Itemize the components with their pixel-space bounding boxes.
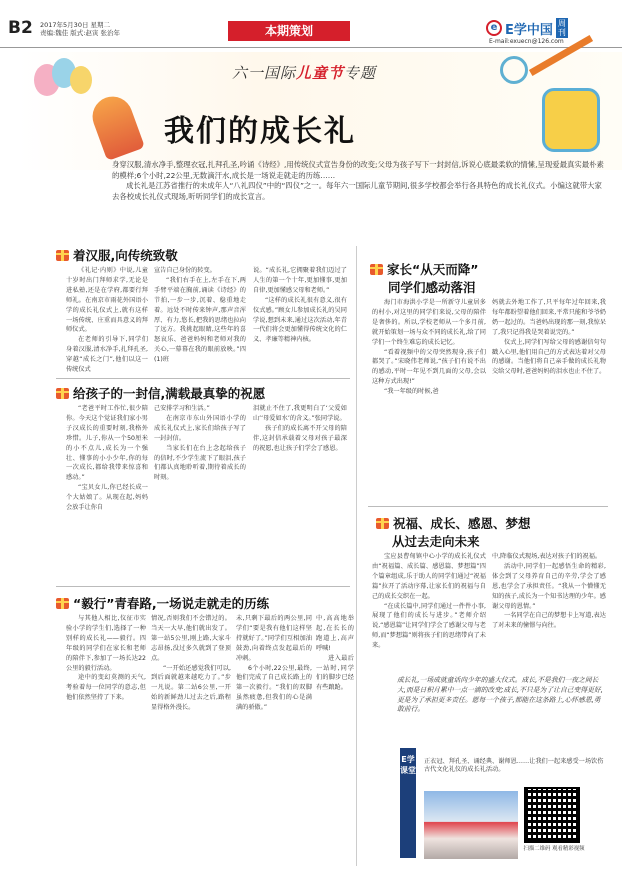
section1-col1-p1: 《礼记·内则》中说,儿童十岁时出门拜师求学,无论是进私塾,还是在学府,都要行拜师礼。在南京市雨花外国语小学的成长礼仪式上,就有这样一场传统、庄重而具意义的拜师仪式。 — [66, 267, 148, 334]
section1-col1-p2: 在老师的引导下,同学们身着汉服,清水净手,扎拜孔圣,穿越“成长之门”,他们以这一传统仪式 — [66, 336, 148, 374]
section2-col3-p1: 泪就止不住了,我更明白了‘父爱如山’‘母爱如水’的含义。”张同学说。 — [253, 405, 347, 422]
compass-icon — [500, 56, 528, 84]
subtitle-prefix: 六一国际 — [232, 64, 297, 82]
gift-icon — [56, 598, 69, 609]
section1-col3-p1: 说。“成长礼,它拥聚着我们迈过了人生的第一个十年,更加懂事,更加自律,更加懂感父母和老师。” — [253, 267, 347, 294]
contact-email: E-mail:exuecn@126.com — [489, 38, 564, 45]
section4-col1-p3: “我一年级的时候,爸 — [384, 388, 439, 396]
divider — [368, 506, 608, 507]
section3-col4-p1: 中,高高地举起,在长长的跑道上,高声呼喊! — [316, 615, 354, 652]
section5-col2-p3: 一名同学在自己的梦想卡上写道,表达了对未来的憧憬与向往。 — [492, 612, 606, 630]
section3-col1-p2: 途中的变幻莫测的天气,考验着每一位同学的意志,但他们依然坚持了下来。 — [66, 674, 146, 702]
brand-logo — [486, 18, 602, 38]
section3-col2-p2: “一开始还感觉我们可以,到后面就越来越吃力了。”步一凡说。第二站6公里,一开始的新鲜劲儿过去之后,路程显得格外漫长。 — [151, 664, 231, 712]
section3-col4 — [316, 614, 354, 693]
section5-col1-p2: “在成长篇中,同学们通过一件件小事,展现了他们的成长与进步。”老师介绍说,“感恩篇”让同学们学会了感谢父母与老师,而“梦想篇”则将孩子们的思绪带向了未来。 — [372, 602, 486, 650]
main-title: 我们的成长礼 — [164, 114, 356, 149]
ceremony-photo — [424, 791, 518, 859]
subtitle-suffix: 专题 — [344, 64, 377, 82]
section5-col2 — [492, 552, 606, 631]
section3-title-text: “毅行”青春路,一场说走就走的历练 — [73, 596, 270, 611]
section3-col1-p1: 与其他人相比,仪征市实验小学的学生们,选择了一种别样的成长礼——毅行。四年级的同学们在家长和老师的陪伴下,参加了一场长达22公里的毅行活动。 — [66, 615, 146, 672]
gift-icon — [376, 518, 389, 529]
section5-col2-p1: 中,降临仪式现场,表达对孩子们的祝福。 — [492, 553, 602, 560]
qr-caption: 扫描二维码 观看精彩视频 — [523, 846, 585, 852]
qr-code-icon[interactable] — [524, 787, 580, 843]
page-number: B2 — [8, 18, 33, 38]
section1-col2-p2: “我们右手在上,左手在下,两手臂平端在胸前,诵读《诗经》的节拍,一步一步,沉着、稳重地走着。远处不时传来钟声,那声音浑厚、有力,悠长,把我的思绪也拉向了远方。我挑起眼睛,这些年的喜怒哀乐、爸爸妈妈和老师对我的关心,一幕幕在我的眼前放映。”四(1)班 — [154, 276, 246, 364]
column-divider — [356, 246, 357, 866]
lead-p2: 成长礼是江苏省推行的未成年人“八礼四仪”中的“四仪”之一。每年六一国际儿童节期间,很多学校都会举行各具特色的成长礼仪式。小编这就带大家去各校成长礼仪式现场,听听同学们的成长宣言。 — [112, 181, 602, 201]
section4-col1-p2: “看着视频中的父母突然现身,孩子们都哭了。”宋晓伟老师说,“孩子们有说不出的感动,平时一年见不到几面的父母,会以这种方式出现!” — [372, 348, 486, 386]
sidebar-strip: E学课堂 — [400, 748, 416, 858]
section3-title — [56, 594, 269, 612]
section2-col2-p1: 己安排学习和生活。” — [154, 405, 210, 412]
section2-col2-p3: 当家长们在台上念起给孩子的信时,不少学生流下了眼泪,孩子们都认真地聆听着,期待着成长的时刻。 — [154, 444, 246, 482]
logo-text: E学中国 — [505, 22, 553, 38]
section3-col2-p1: 情况,否则我们不会错过的。当天一大早,他们就出发了。第一站5公里,刚上路,大家斗志昂扬,没过多久就到了登顶点。 — [151, 615, 231, 662]
section1-col2-p1: 宣告自己身份的转变。 — [154, 267, 216, 274]
section-banner: 本期策划 — [228, 21, 350, 41]
photo-caption: 正衣冠、拜孔圣、诵经典、谢师恩……让我们一起来感受一场饮伤古代文化礼仪的成长礼活动。 — [424, 758, 604, 774]
section4-col2-p1: 妈就去外地工作了,只平每年过年回来,我每年都盼望着他们回来,平常只能和爷爷奶奶一起过的。当爸妈出现的那一刻,我惊呆了,我只记得我是哭着说完的。” — [492, 299, 606, 336]
section4-col1-p1: 海门市海洪小学是一所新守儿童居多的村小,对这里的同学们来说,父母的陪伴是奢侈的。所以,学校老师从一个多月前,就开始策划一场与众不同的成长礼,给了同学们一个终生难忘的成长记忆。 — [372, 299, 486, 346]
section3-col3 — [236, 614, 312, 713]
divider — [56, 586, 350, 587]
section4-title-text: 家长“从天而降” — [387, 262, 479, 277]
section3-col3-p1: 未,只剩下最后的两公里,同学们“要是我有他们这样坚持就好了。”同学们互相加油鼓劲,向着终点发起最后的冲刺。 — [236, 615, 312, 662]
logo-e-icon: e — [486, 20, 502, 36]
section2-col1 — [66, 404, 148, 513]
section2-col3 — [253, 404, 347, 454]
section4-col1 — [372, 298, 486, 397]
section5-col2-p2: 活动中,同学们一起感悟生命的精彩,体会到了父母养育自己的辛劳,学会了感恩,也学会了承担责任。“我从一个懵懂无知的孩子,成长为一个知书达理的少年。感谢父母的恩情。” — [492, 562, 606, 610]
section5-title — [376, 514, 531, 532]
section4-title-line2: 同学们感动落泪 — [388, 280, 476, 295]
section2-col1-p2: “宝贝女儿,你已经长成一个大姑娘了。从现在起,妈妈会放手让你自 — [66, 484, 148, 512]
section5-col1-p1: 宝应县曹甸镇中心小学的成长礼仪式由“祝福篇、成长篇、感恩篇、梦想篇”四个篇章组成,乐于助人的同学们通过“祝福篇”拉开了活动序幕,让家长们的祝福与自己的成长交织在一起。 — [372, 553, 486, 600]
section1-col2 — [154, 266, 246, 365]
section2-col1-p1: “老爸平时工作忙,很少陪你。今天这个觉证我们家小男子汉成长的重要时刻,我格外珍惜。儿子,你从一个50厘米的小不点儿,成长为一个强壮、懂事的小小少年,你的每一次成长,都给我带来惊喜和感动。” — [66, 405, 148, 482]
section2-col3-p2: 孩子们的成长离不开父母的陪伴,这封信承载着父母对孩子最深的祝愿,也让孩子们学会了感恩。 — [253, 424, 347, 452]
section1-title — [56, 246, 178, 264]
section2-col2 — [154, 404, 246, 483]
logo-weekly-badge: 周刊 — [557, 19, 566, 37]
section1-col1 — [66, 266, 148, 375]
section3-col1 — [66, 614, 146, 703]
section1-col3 — [253, 266, 347, 345]
lead-paragraph — [112, 160, 607, 202]
section4-col2-p2: 仪式上,同学们写给父母的感谢信句句戳入心里,他们用自己的方式表达着对父母的感谢。当他们将自己亲手做的成长礼物交给父母时,爸爸妈妈的泪水也止不住了。 — [492, 338, 606, 376]
section1-col3-p2: “这样的成长礼很有意义,很有仪式感。”顾女儿参加成长礼的吴同学说,想到未来,通过这次活动,年青一代们将会更加懂得传统文化的仁义、孝廉等精神内核。 — [253, 296, 347, 344]
section2-title-text: 给孩子的一封信,满载最真挚的祝愿 — [73, 386, 266, 401]
lead-p1: 身穿汉服,清水净手,整理衣冠,扎拜孔圣,吟诵《诗经》,用传统仪式宣告身份的改变;父母为孩子写下一封封信,诉说心底最柔软的情愫,呈现爱最真实最朴素的模样;6个小时,22公里,无数滴汗水,成长是一场说走就走的历练…… — [112, 160, 604, 180]
section5-title-line2: 从过去走向未来 — [392, 534, 480, 549]
subtitle-highlight: 儿童节 — [296, 64, 345, 82]
closing-essay: 成长礼,一场成就童话向少年的盛大仪式。成长,不是我们一夜之间长大,而是日积月累中一点一滴的改变;成长,不只是为了让自己变得更好,更是为了承担更多责任。愿每一个孩子,都能在这条路上,心怀感恩,勇敢前行。 — [397, 676, 603, 714]
schoolbag-icon — [542, 88, 600, 152]
section2-title — [56, 384, 265, 402]
editors-line: 责编:魏佳 版式:赵寅 张治年 — [40, 29, 121, 37]
date-line: 2017年5月30日 星期二 — [40, 21, 111, 29]
gift-icon — [370, 264, 383, 275]
date-editors — [40, 21, 120, 37]
section3-col2 — [151, 614, 231, 713]
gift-icon — [56, 388, 69, 399]
section3-col3-p2: 6个小时,22公里,最终,他们完成了自己成长路上的第一次毅行。“我们的双脚虽然疲惫,但我们的心是满满的骄傲。” — [236, 664, 312, 712]
section4-col2 — [492, 298, 606, 377]
hero-subtitle — [232, 62, 376, 83]
section5-col1 — [372, 552, 486, 651]
divider — [56, 378, 350, 379]
page-header — [0, 0, 622, 48]
gift-icon — [56, 250, 69, 261]
section5-title-text: 祝福、成长、感恩、梦想 — [393, 516, 531, 531]
section4-title — [370, 260, 478, 278]
section1-title-text: 着汉服,向传统致敬 — [73, 248, 178, 263]
section3-col4-p2: 进入最后一站时,同学们的脚步已经有些踉跄。 — [316, 654, 354, 692]
section2-col2-p2: 在南京市东山外国语小学的成长礼仪式上,家长们给孩子写了一封封信。 — [154, 414, 246, 442]
balloon-icon — [70, 66, 92, 94]
